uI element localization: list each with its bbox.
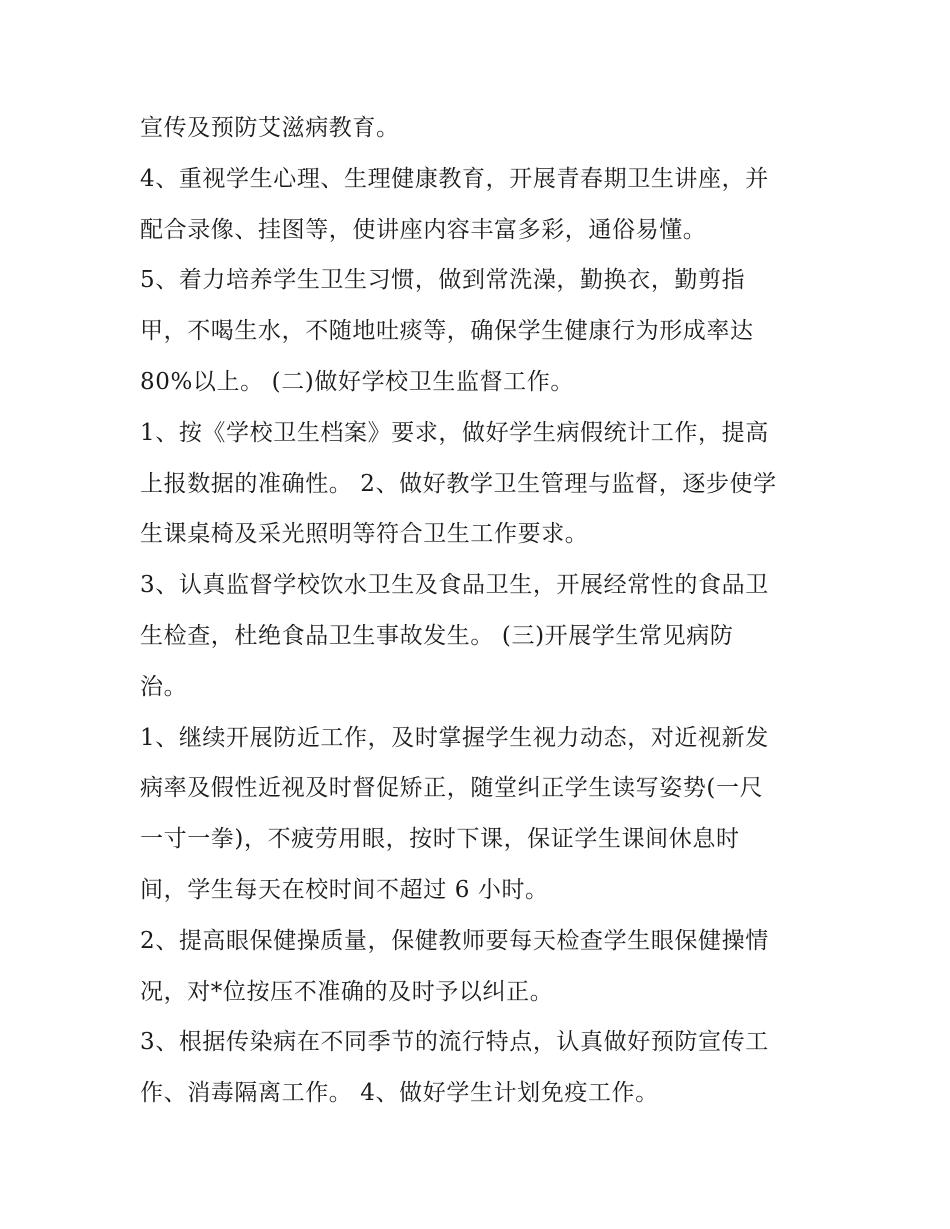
text-line: 作、消毒隔离工作。 4、做好学生计划免疫工作。: [140, 1080, 659, 1107]
text-line: 况，对*位按压不准确的及时予以纠正。: [140, 978, 554, 1005]
text-line: 生课桌椅及采光照明等符合卫生工作要求。: [140, 521, 589, 548]
text-line: 1、按《学校卫生档案》要求，做好学生病假统计工作，提高: [140, 419, 769, 446]
text-line: 配合录像、挂图等，使讲座内容丰富多彩，通俗易懂。: [140, 216, 707, 243]
text-line: 病率及假性近视及时督促矫正，随堂纠正学生读写姿势(一尺: [140, 775, 764, 802]
text-line: 1、继续开展防近工作，及时掌握学生视力动态，对近视新发: [140, 724, 769, 751]
text-line: 2、提高眼保健操质量，保健教师要每天检查学生眼保健操情: [140, 927, 769, 954]
text-line: 甲，不喝生水，不随地吐痰等，确保学生健康行为形成率达: [140, 318, 754, 345]
text-line: 3、根据传染病在不同季节的流行特点，认真做好预防宣传工: [140, 1029, 769, 1056]
text-line: 治。: [140, 673, 188, 700]
text-line: 上报数据的准确性。 2、做好教学卫生管理与监督，逐步使学: [140, 470, 777, 497]
text-line: 5、着力培养学生卫生习惯，做到常洗澡，勤换衣，勤剪指: [140, 267, 746, 294]
text-line: 宣传及预防艾滋病教育。: [140, 115, 400, 141]
text-line: 生检查，杜绝食品卫生事故发生。 (三)开展学生常见病防: [140, 622, 734, 649]
text-line: 3、认真监督学校饮水卫生及食品卫生，开展经常性的食品卫: [140, 572, 769, 599]
text-line: 间，学生每天在校时间不超过 6 小时。: [140, 876, 549, 903]
text-line: 80%以上。 (二)做好学校卫生监督工作。: [140, 368, 574, 395]
document-body: [140, 106, 820, 1122]
text-line: 4、重视学生心理、生理健康教育，开展青春期卫生讲座，并: [140, 165, 769, 192]
text-line: 一寸一拳)，不疲劳用眼，按时下课，保证学生课间休息时: [140, 826, 740, 853]
